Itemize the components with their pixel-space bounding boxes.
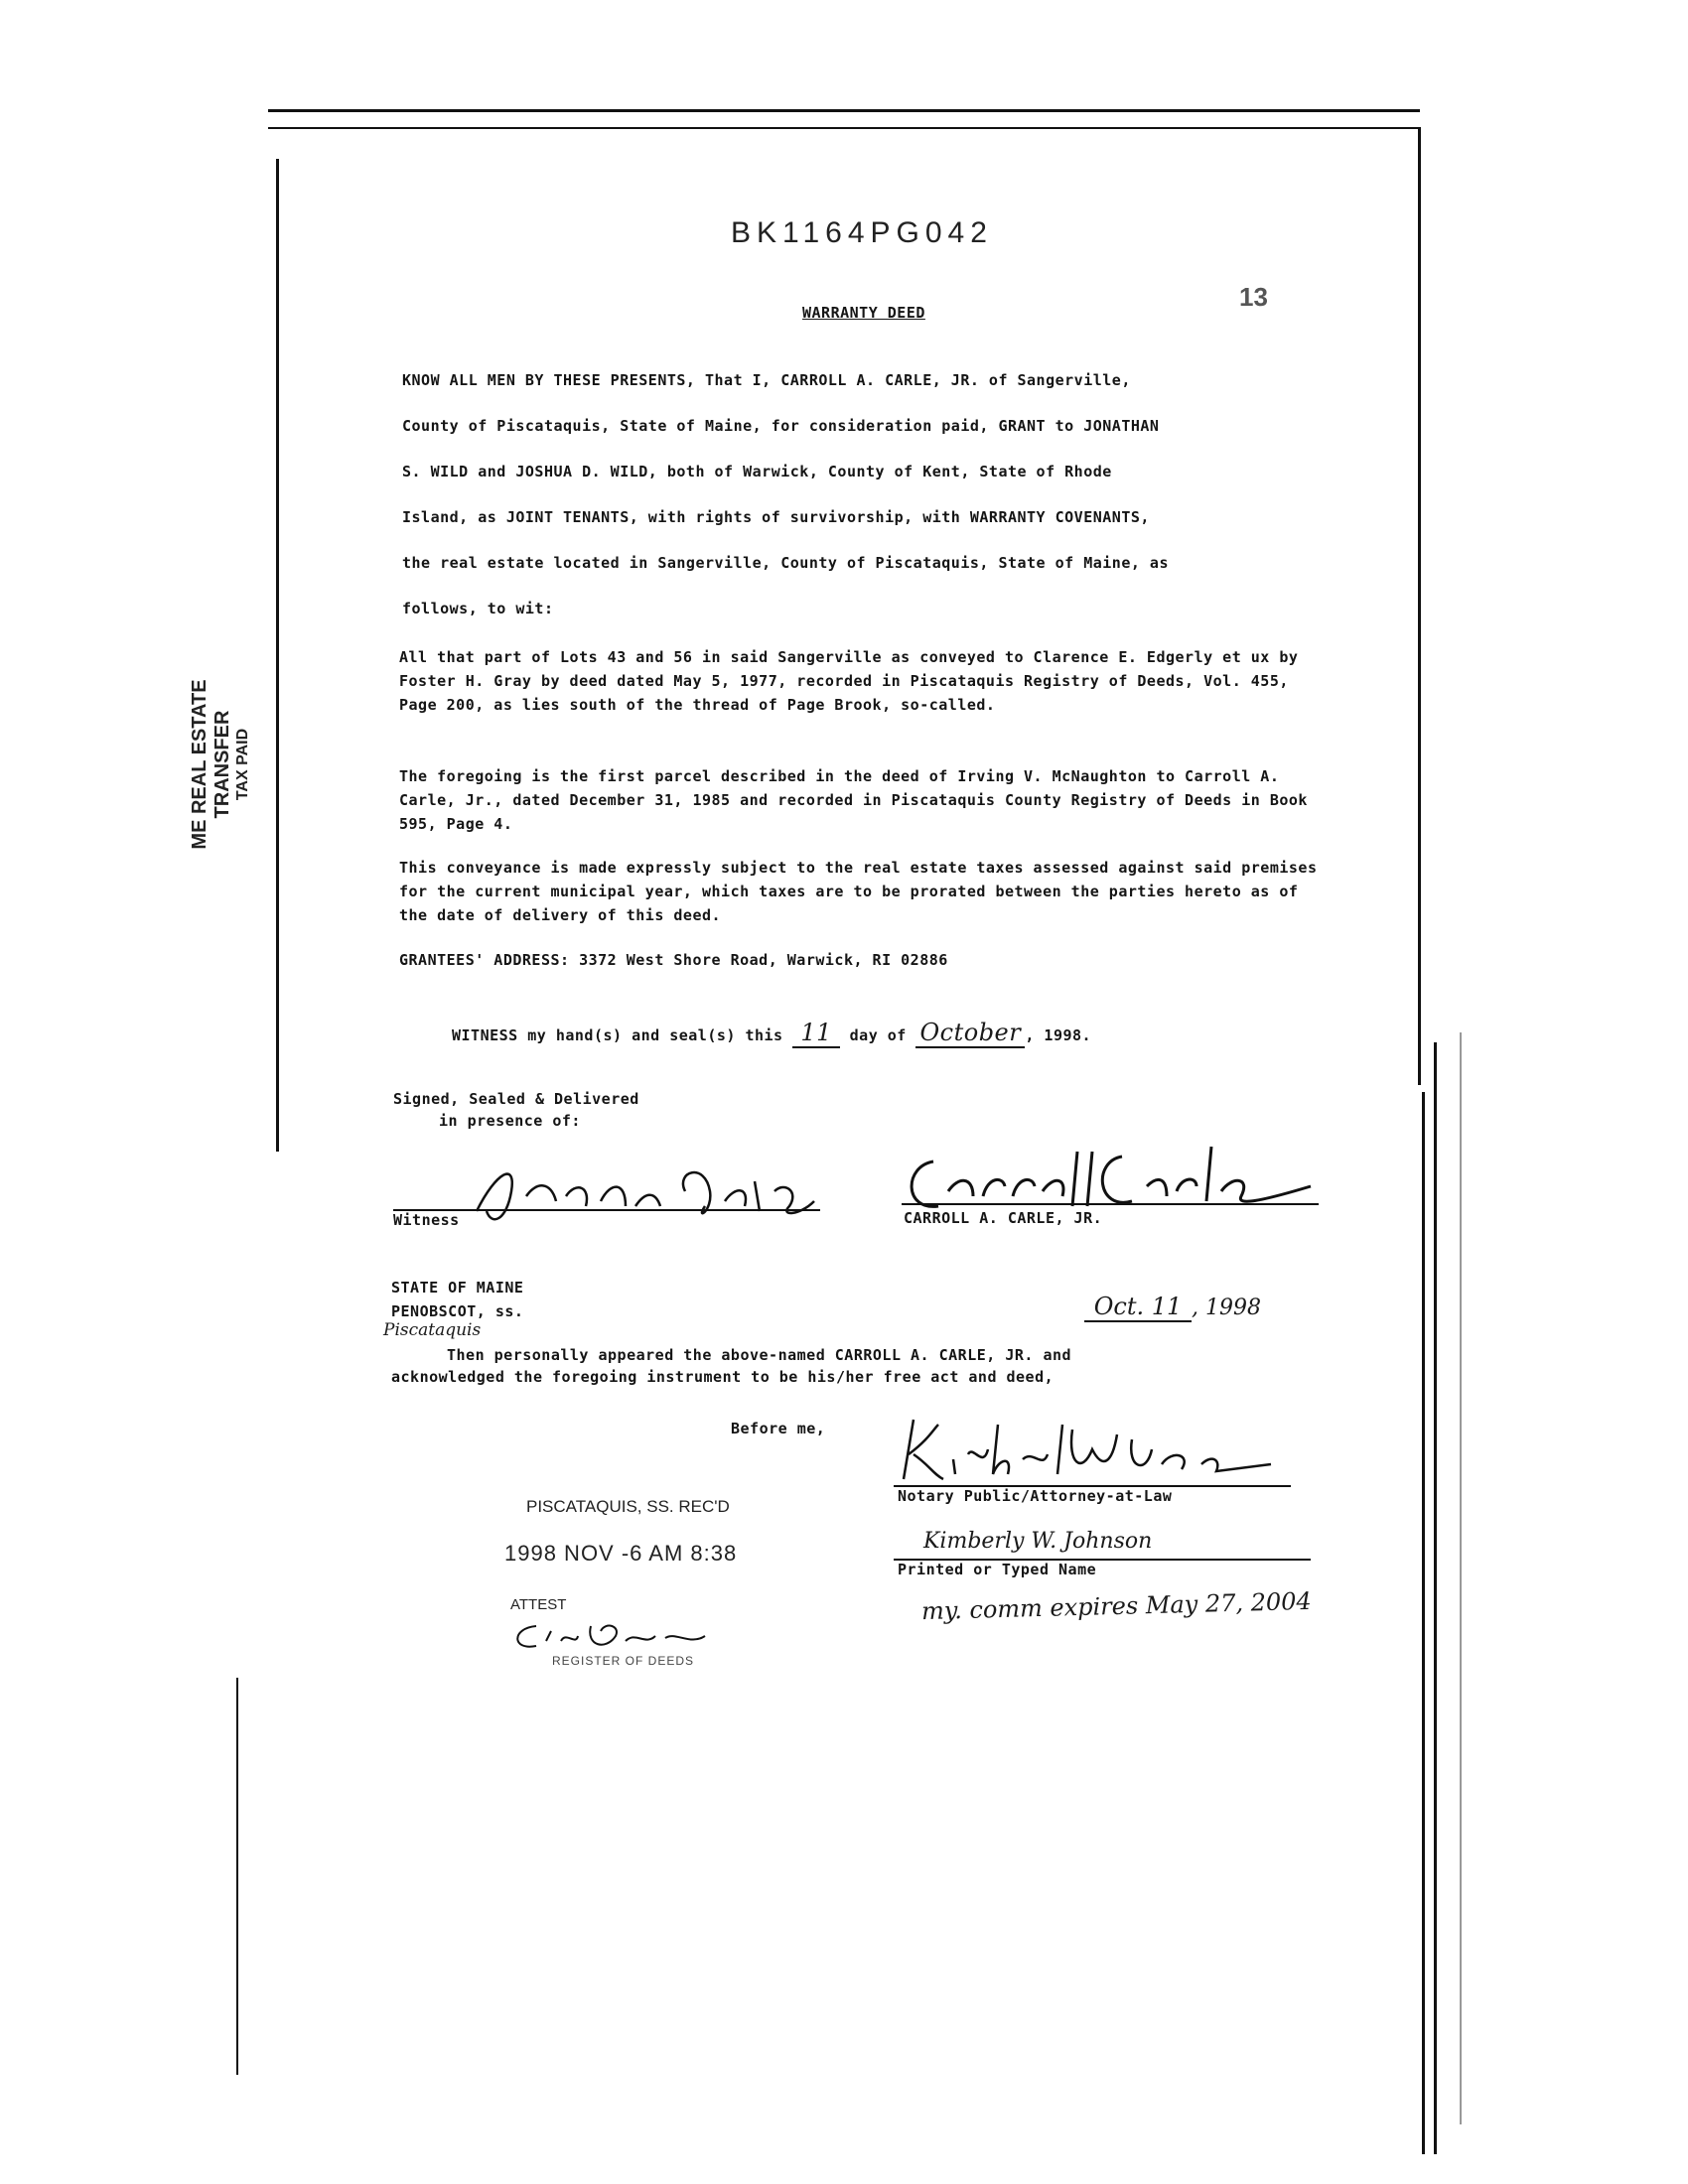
ack-county-handwritten: Piscataquis — [383, 1320, 482, 1340]
signed-block — [393, 1088, 639, 1132]
grantor-signature — [894, 1132, 1331, 1221]
recording-stamp-line1: PISCATAQUIS, SS. REC'D — [526, 1497, 730, 1516]
ack-text-line-2: acknowledged the foregoing instrument to be his/her free act and deed, — [391, 1368, 1055, 1386]
document-title: WARRANTY DEED — [802, 304, 925, 322]
document-number-stamp: 13 — [1239, 282, 1268, 312]
body-line: KNOW ALL MEN BY THESE PRESENTS, That I, CARROLL A. CARLE, JR. of Sangerville, — [402, 371, 1131, 389]
right-border-line — [1418, 127, 1421, 1085]
top-border-line-2 — [268, 127, 1420, 129]
body-text-block — [402, 357, 1169, 631]
right-margin-line-2 — [1434, 1042, 1437, 2154]
witness-month: October — [915, 1019, 1025, 1048]
signed-line-1: Signed, Sealed & Delivered — [393, 1090, 639, 1108]
printed-name-label: Printed or Typed Name — [898, 1561, 1097, 1578]
right-margin-line — [1422, 1092, 1425, 2154]
prior-deed-reference: The foregoing is the first parcel described in the deed of Irving V. McNaughton to Carroll A. Carle, Jr., dated December 31, 1985 and recorded in Piscataquis County Registry of Deeds in Book 595, Page 4. — [399, 767, 1308, 833]
top-border-line — [268, 109, 1420, 112]
book-page-stamp: BK1164PG042 — [731, 216, 993, 249]
transfer-tax-stamp-line1: ME REAL ESTATE TRANSFER — [189, 679, 233, 850]
left-border-line — [276, 159, 279, 1152]
grantor-signature-line — [902, 1203, 1319, 1205]
register-of-deeds-label: REGISTER OF DEEDS — [552, 1654, 695, 1668]
before-me: Before me, — [731, 1420, 826, 1437]
witness-clause-middle: day of — [849, 1026, 907, 1044]
attest-label: ATTEST — [510, 1596, 567, 1613]
witness-clause-prefix: WITNESS my hand(s) and seal(s) this — [452, 1026, 783, 1044]
ack-date — [1084, 1293, 1261, 1322]
body-line: Island, as JOINT TENANTS, with rights of survivorship, with WARRANTY COVENANTS, — [402, 508, 1150, 526]
witness-label: Witness — [393, 1211, 460, 1229]
body-line: S. WILD and JOSHUA D. WILD, both of Warwick, County of Kent, State of Rhode — [402, 463, 1112, 480]
notary-printed-name: Kimberly W. Johnson — [923, 1529, 1153, 1554]
recording-stamp-line2: 1998 NOV -6 AM 8:38 — [504, 1541, 738, 1566]
ack-county: PENOBSCOT, ss. — [391, 1302, 524, 1320]
ack-date-handwritten: Oct. 11 — [1084, 1293, 1192, 1322]
commission-expiry: my. comm expires May 27, 2004 — [920, 1586, 1313, 1626]
witness-clause-suffix: , 1998. — [1025, 1026, 1092, 1044]
body-line: County of Piscataquis, State of Maine, for consideration paid, GRANT to JONATHAN — [402, 417, 1160, 435]
grantor-name: CARROLL A. CARLE, JR. — [904, 1209, 1103, 1227]
tax-clause: This conveyance is made expressly subject to the real estate taxes assessed against said premises for the current municipal year, which taxes are to be prorated between the parties hereto as of the date of delivery of this deed. — [399, 859, 1318, 924]
parcel-description: All that part of Lots 43 and 56 in said Sangerville as conveyed to Clarence E. Edgerly et ux by Foster H. Gray by deed dated May 5, 1977, recorded in Piscataquis Registry of Deeds, Vol. 455, Page 200, as lies south of the thread of Page Brook, so-called. — [399, 648, 1299, 714]
ack-text-line-1: Then personally appeared the above-named CARROLL A. CARLE, JR. and — [447, 1346, 1072, 1364]
bottom-edge-line — [1460, 1032, 1462, 2124]
grantees-address: GRANTEES' ADDRESS: 3372 West Shore Road, Warwick, RI 02886 — [399, 951, 948, 969]
notary-label: Notary Public/Attorney-at-Law — [898, 1487, 1173, 1505]
witness-signature — [457, 1152, 834, 1231]
signed-line-2: in presence of: — [439, 1112, 581, 1130]
left-margin-line — [236, 1678, 238, 2075]
ack-state: STATE OF MAINE — [391, 1279, 524, 1297]
transfer-tax-stamp-line2: TAX PAID — [234, 728, 251, 801]
ack-date-year: , 1998 — [1192, 1296, 1261, 1320]
witness-day: 11 — [792, 1019, 840, 1048]
body-line: follows, to wit: — [402, 600, 554, 617]
witness-clause — [452, 1019, 1091, 1048]
notary-signature — [874, 1410, 1291, 1489]
register-signature — [506, 1616, 735, 1656]
transfer-tax-stamp — [189, 635, 252, 893]
body-line: the real estate located in Sangerville, County of Piscataquis, State of Maine, as — [402, 554, 1169, 572]
